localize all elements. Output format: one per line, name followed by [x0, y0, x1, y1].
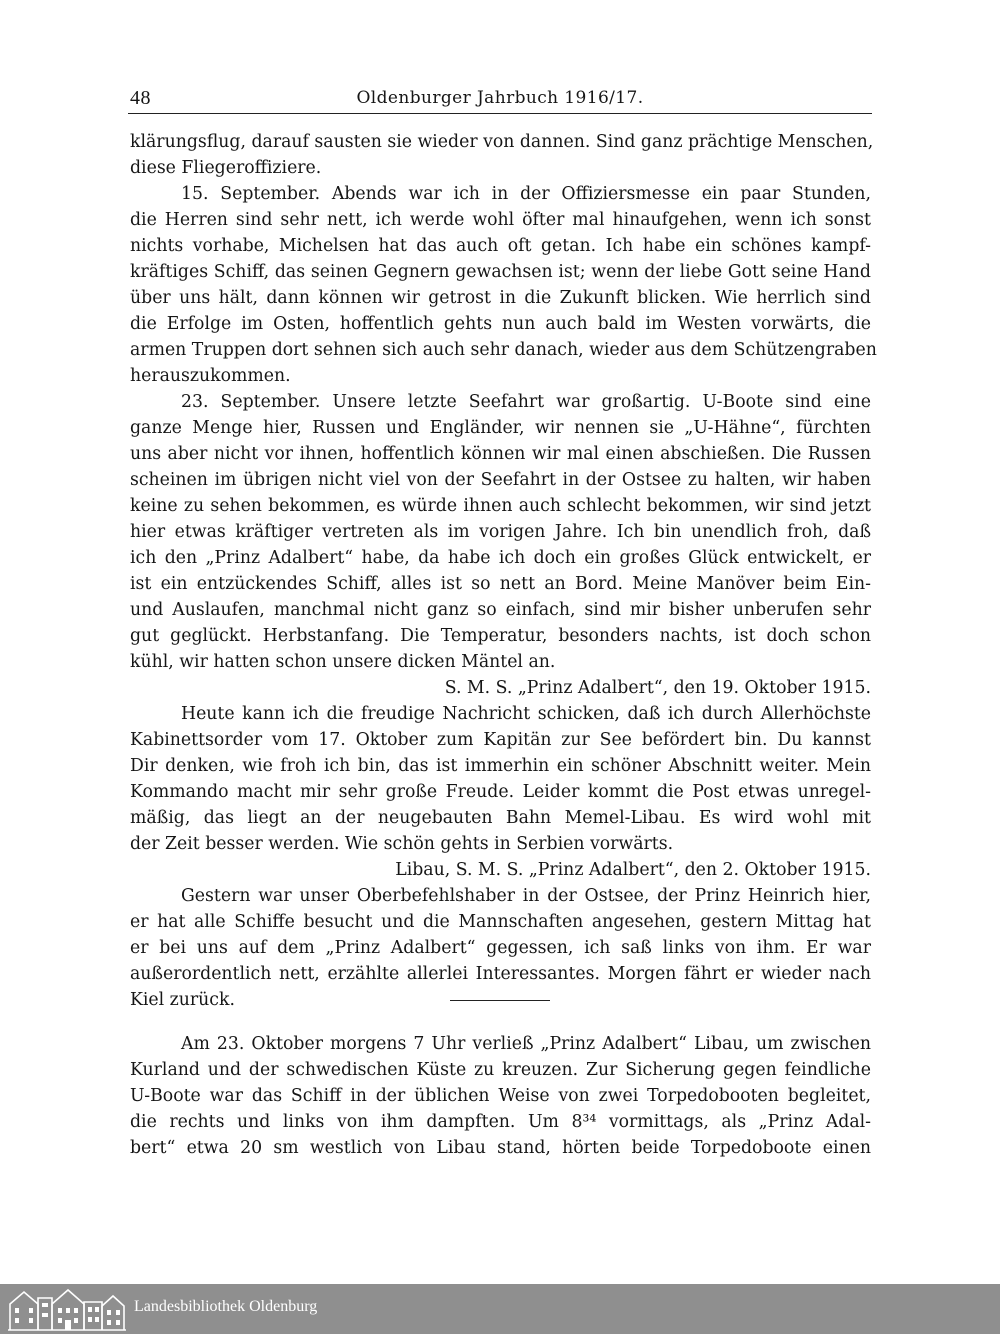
text-line: scheinen im übrigen nicht viel von der Seefahrt in der Ostsee zu halten, wir haben: [130, 470, 871, 490]
text-line: keine zu sehen bekommen, es würde ihnen auch schlecht bekommen, wir sind jetzt: [130, 496, 871, 516]
text-line: und Auslaufen, manchmal nicht ganz so einfach, sind mir bisher unberufen sehr: [130, 600, 871, 620]
library-building-logo-icon: [6, 1286, 128, 1332]
text-line: armen Truppen dort sehnen sich auch sehr danach, wieder aus dem Schützengraben: [130, 340, 877, 360]
body-text-continued: [130, 1031, 871, 1161]
text-line: 15. September. Abends war ich in der Offiziersmesse ein paar Stunden,: [181, 184, 871, 204]
text-line: Am 23. Oktober morgens 7 Uhr verließ „Prinz Adalbert“ Libau, um zwischen: [181, 1034, 871, 1054]
page-number: 48: [130, 87, 151, 109]
text-line: Kommando macht mir sehr große Freude. Leider kommt die Post etwas unregel-: [130, 782, 871, 802]
library-footer-bar: [0, 1284, 1000, 1334]
text-line: außerordentlich nett, erzählte allerlei Interessantes. Morgen fährt er wieder nach: [130, 964, 871, 984]
text-line: Kurland und der schwedischen Küste zu kreuzen. Zur Sicherung gegen feindliche: [130, 1060, 871, 1080]
library-name: Landesbibliothek Oldenburg: [134, 1298, 318, 1315]
text-line: mäßig, das liegt an der neugebauten Bahn Memel-Libau. Es wird wohl mit: [130, 808, 871, 828]
text-line: er bei uns auf dem „Prinz Adalbert“ gegessen, ich saß links von ihm. Er war: [130, 938, 871, 958]
text-line: 23. September. Unsere letzte Seefahrt war großartig. U-Boote sind eine: [181, 392, 871, 412]
text-line: er hat alle Schiffe besucht und die Mannschaften angesehen, gestern Mittag hat: [130, 912, 871, 932]
page-header: [128, 85, 872, 114]
text-line: kräftiges Schiff, das seinen Gegnern gewachsen ist; wenn der liebe Gott seine Hand: [130, 262, 871, 282]
text-line: Heute kann ich die freudige Nachricht schicken, daß ich durch Allerhöchste: [181, 704, 871, 724]
text-line: bert“ etwa 20 sm westlich von Libau stand, hörten beide Torpedoboote einen: [130, 1138, 871, 1158]
text-line: nichts vorhabe, Michelsen hat das auch oft getan. Ich habe ein schönes kampf-: [130, 236, 871, 256]
text-line: Gestern war unser Oberbefehlshaber in der Ostsee, der Prinz Heinrich hier,: [181, 886, 871, 906]
text-line: gut geglückt. Herbstanfang. Die Temperatur, besonders nachts, ist doch schon: [130, 626, 871, 646]
text-line: Kabinettsorder vom 17. Oktober zum Kapitän zur See befördert bin. Du kannst: [130, 730, 871, 750]
text-line: U-Boote war das Schiff in der üblichen Weise von zwei Torpedobooten begleitet,: [130, 1086, 871, 1106]
running-head: Oldenburger Jahrbuch 1916/17.: [356, 88, 644, 108]
text-line: diese Fliegeroffiziere.: [130, 158, 322, 178]
text-line: ist ein entzückendes Schiff, alles ist so nett an Bord. Meine Manöver beim Ein-: [130, 574, 871, 594]
text-line: die Herren sind sehr nett, ich werde wohl öfter mal hinaufgehen, wenn ich sonst: [130, 210, 871, 230]
text-line: uns aber nicht vor ihnen, hoffentlich können wir mal einen abschießen. Die Russen: [130, 444, 871, 464]
text-line: hier etwas kräftiger vertreten als im vorigen Jahre. Ich bin unendlich froh, daß: [130, 522, 871, 542]
text-line: klärungsflug, darauf sausten sie wieder von dannen. Sind ganz prächtige Menschen,: [130, 132, 874, 152]
text-line: ich den „Prinz Adalbert“ habe, da habe ich doch ein großes Glück entwickelt, er: [130, 548, 871, 568]
letter-dateline: Libau, S. M. S. „Prinz Adalbert“, den 2. Oktober 1915.: [395, 860, 871, 880]
text-line: Kiel zurück.: [130, 990, 235, 1010]
text-line: die Erfolge im Osten, hoffentlich gehts nun auch bald im Westen vorwärts, die: [130, 314, 871, 334]
letter-dateline: S. M. S. „Prinz Adalbert“, den 19. Oktober 1915.: [444, 678, 871, 698]
section-divider: [450, 1000, 550, 1001]
text-line: herauszukommen.: [130, 366, 291, 386]
text-line: die rechts und links von ihm dampften. Um 8³⁴ vormittags, als „Prinz Adal-: [130, 1112, 871, 1132]
text-line: kühl, wir hatten schon unsere dicken Mäntel an.: [130, 652, 556, 672]
text-line: Dir denken, wie froh ich bin, das ist immerhin ein schöner Abschnitt weiter. Mein: [130, 756, 871, 776]
body-text: [130, 129, 877, 1013]
text-line: der Zeit besser werden. Wie schön gehts in Serbien vorwärts.: [130, 834, 674, 854]
text-line: ganze Menge hier, Russen und Engländer, wir nennen sie „U-Hähne“, fürchten: [130, 418, 871, 438]
text-line: über uns hält, dann können wir getrost in die Zukunft blicken. Wie herrlich sind: [130, 288, 871, 308]
